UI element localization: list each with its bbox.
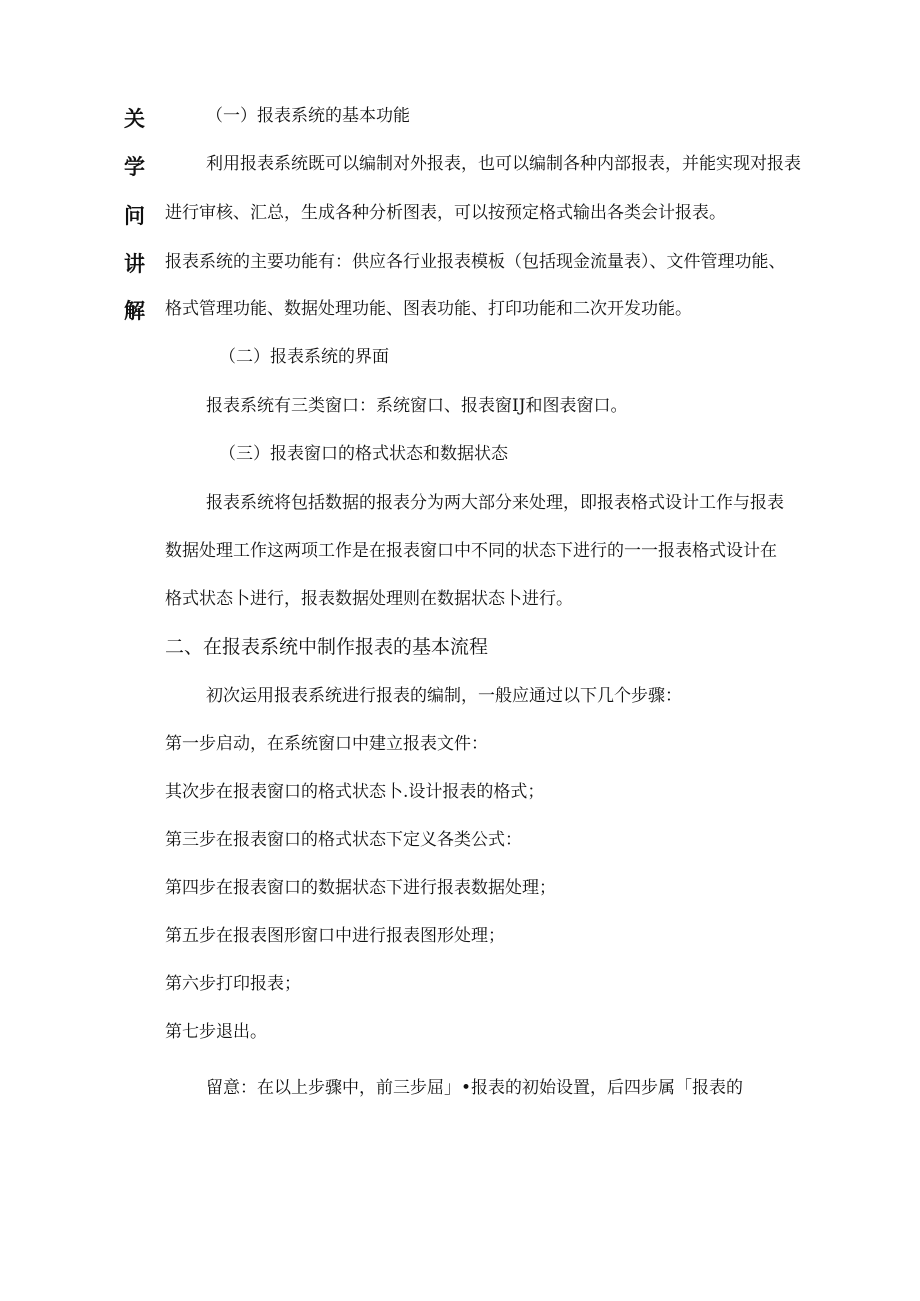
- step-item: 其次步在报表窗口的格式状态卜.设计报表的格式；: [165, 782, 545, 802]
- part-heading: 二、在报表系统中制作报表的基本流程: [165, 636, 489, 658]
- step-item: 第六步打印报表；: [165, 974, 301, 994]
- step-item: 第七步退出。: [165, 1022, 267, 1042]
- paragraph-line: 报表系统的主要功能有：供应各行业报表模板（包括现金流量表）、文件管理功能、: [165, 252, 786, 272]
- side-title-char: 讲: [124, 252, 145, 276]
- note-line: 留意：在以上步骤中，前三步屈」•报表的初始设置，后四步属「报表的: [206, 1078, 744, 1098]
- paragraph-line: 格式管理功能、数据处理功能、图表功能、打印功能和二次开发功能。: [165, 299, 692, 319]
- paragraph-line: 初次运用报表系统进行报表的编制，一般应通过以下几个步骤：: [206, 686, 682, 706]
- side-title-char: 解: [124, 299, 145, 323]
- paragraph-line: 数据处理工作这两项工作是在报表窗口中不同的状态下进行的一一报表格式设计在: [165, 541, 777, 561]
- paragraph-line: 报表系统将包括数据的报表分为两大部分来处理，即报表格式设计工作与报表: [206, 493, 784, 513]
- side-title-char: 问: [124, 204, 145, 228]
- paragraph-line: 进行审核、汇总，生成各种分析图表，可以按预定格式输出各类会计报表。: [165, 203, 726, 223]
- paragraph-line: 利用报表系统既可以编制对外报表，也可以编制各种内部报表，并能实现对报表: [206, 154, 801, 174]
- step-item: 第一步启动，在系统窗口中建立报表文件：: [165, 734, 488, 754]
- side-title-char: 关: [124, 107, 145, 131]
- step-item: 第四步在报表窗口的数据状态下进行报表数据处理；: [165, 878, 556, 898]
- side-title-char: 学: [124, 155, 145, 179]
- section-heading: （一）报表系统的基本功能: [206, 106, 410, 126]
- section-heading: （三）报表窗口的格式状态和数据状态: [219, 444, 508, 464]
- section-heading: （二）报表系统的界面: [219, 347, 389, 367]
- paragraph-line: 格式状态卜进行，报表数据处理则在数据状态卜进行。: [165, 589, 573, 609]
- paragraph-line: 报表系统有三类窗口：系统窗口、报表窗IJ和图表窗口。: [206, 396, 628, 416]
- step-item: 第五步在报表图形窗口中进行报表图形处理；: [165, 926, 505, 946]
- step-item: 第三步在报表窗口的格式状态下定义各类公式：: [165, 830, 522, 850]
